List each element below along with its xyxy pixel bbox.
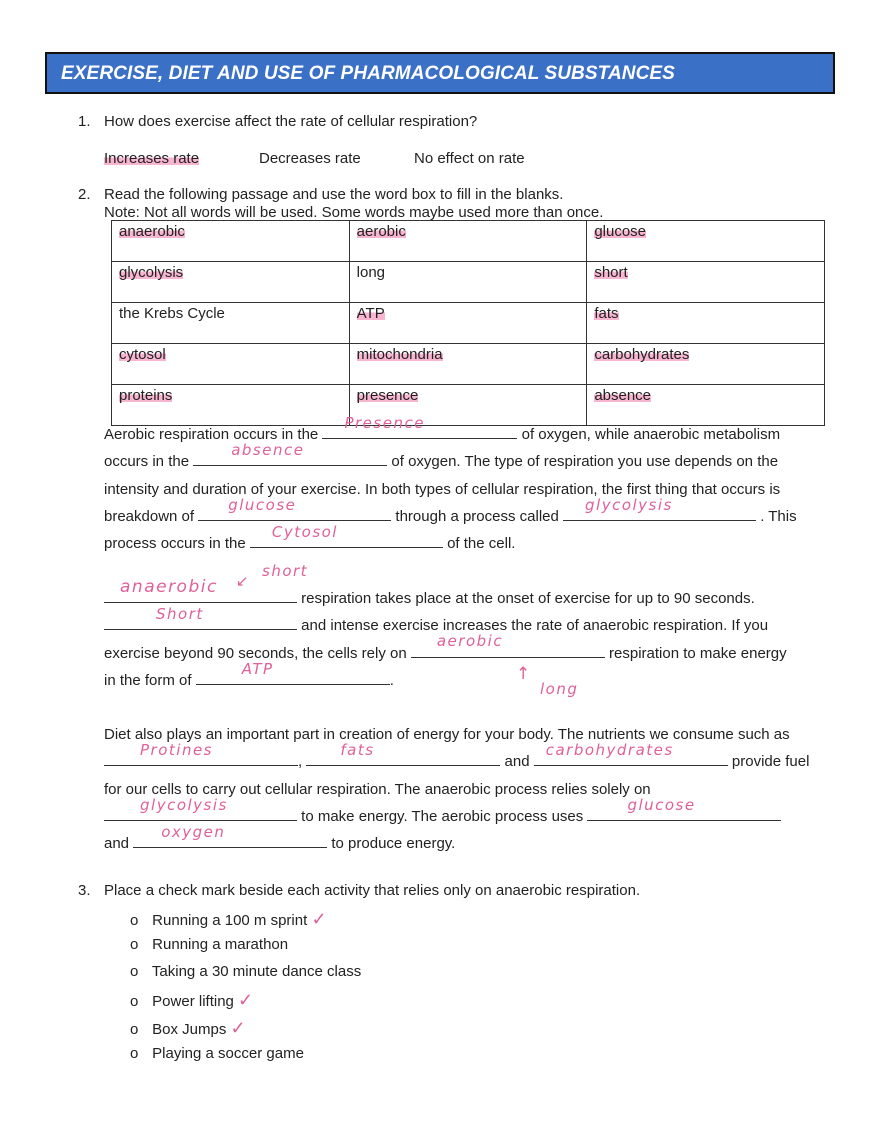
word-cell: presence <box>349 385 587 426</box>
list-item[interactable]: o Playing a soccer game <box>130 1045 304 1062</box>
page-title: EXERCISE, DIET AND USE OF PHARMACOLOGICAL SUBSTANCES <box>61 63 675 84</box>
word-cell: cytosol <box>112 344 350 385</box>
text-line: exercise beyond 90 seconds, the cells rely on aerobic respiration to make energy <box>104 632 787 662</box>
word-cell: absence <box>587 385 825 426</box>
blank[interactable]: aerobic <box>411 642 605 658</box>
q2-instruction: Read the following passage and use the word box to fill in the blanks. <box>104 186 564 203</box>
check-mark-icon: ✓ <box>238 990 254 1010</box>
passage-paragraph-2 <box>104 576 844 694</box>
word-cell: long <box>349 262 587 303</box>
q1-question: How does exercise affect the rate of cellular respiration? <box>104 113 478 130</box>
text-line: in the form of ATP . <box>104 659 394 689</box>
table-row <box>112 344 825 385</box>
word-cell: ATP <box>349 303 587 344</box>
table-row <box>112 221 825 262</box>
q2-number: 2. <box>78 186 91 203</box>
word-box <box>111 220 825 426</box>
word-cell: carbohydrates <box>587 344 825 385</box>
title-banner <box>45 52 835 94</box>
blank[interactable]: anaerobic <box>104 587 297 603</box>
q3-number: 3. <box>78 882 91 899</box>
table-row <box>112 262 825 303</box>
blank[interactable]: glycolysis <box>563 505 756 521</box>
blank[interactable]: glucose <box>587 805 781 821</box>
passage-paragraph-3 <box>104 721 844 857</box>
margin-note-short: short <box>262 562 309 580</box>
margin-note-long: long <box>540 680 579 698</box>
table-row <box>112 303 825 344</box>
check-mark-icon: ✓ <box>311 909 327 929</box>
text-line: intensity and duration of your exercise. In both types of cellular respiration, the first thing that occurs is <box>104 480 781 498</box>
text-line: occurs in the absence of oxygen. The type of respiration you use depends on the <box>104 441 779 471</box>
text-line: process occurs in the Cytosol of the cell. <box>104 522 516 553</box>
bullet-icon: o <box>130 993 139 1010</box>
blank[interactable]: ATP <box>196 669 390 685</box>
bullet-icon: o <box>130 1045 139 1062</box>
blank[interactable]: oxygen <box>133 832 327 848</box>
blank[interactable]: Protines <box>104 750 298 766</box>
blank[interactable]: Presence <box>322 423 517 439</box>
text-line: Aerobic respiration occurs in the Presence of oxygen, while anaerobic metabolism <box>104 413 781 443</box>
bullet-icon: o <box>130 936 139 953</box>
q2-note: Note: Not all words will be used. Some words maybe used more than once. <box>104 204 604 221</box>
text-line: and oxygen to produce energy. <box>104 822 456 853</box>
bullet-icon: o <box>130 912 139 929</box>
text-line: anaerobic respiration takes place at the onset of exercise for up to 90 seconds. <box>104 585 844 612</box>
q1-option-no-effect[interactable]: No effect on rate <box>414 150 525 167</box>
blank[interactable]: Short <box>104 614 297 630</box>
q1-option-decreases[interactable]: Decreases rate <box>259 150 361 167</box>
text-line: Protines , fats and carbohydrates provide fuel <box>104 748 844 775</box>
q3-question: Place a check mark beside each activity that relies only on anaerobic respiration. <box>104 882 641 899</box>
bullet-icon: o <box>130 1021 139 1038</box>
text-line: breakdown of glucose through a process called glycolysis . This <box>104 495 797 525</box>
word-cell: mitochondria <box>349 344 587 385</box>
word-cell: anaerobic <box>112 221 350 262</box>
list-item[interactable]: o Running a 100 m sprint ✓ <box>130 909 327 929</box>
blank[interactable]: glycolysis <box>104 805 297 821</box>
word-cell: proteins <box>112 385 350 426</box>
word-cell: the Krebs Cycle <box>112 303 350 344</box>
text-line: Short and intense exercise increases the rate of anaerobic respiration. If you <box>104 612 844 639</box>
blank[interactable]: carbohydrates <box>534 750 728 766</box>
passage-paragraph-1 <box>104 413 844 557</box>
text-line: glycolysis to make energy. The aerobic process uses glucose <box>104 803 844 830</box>
blank[interactable]: Cytosol <box>250 532 443 548</box>
list-item[interactable]: o Running a marathon <box>130 936 289 953</box>
arrow-icon: ↙ <box>236 572 251 590</box>
blank[interactable]: glucose <box>198 505 391 521</box>
word-cell: aerobic <box>349 221 587 262</box>
list-item[interactable]: o Box Jumps ✓ <box>130 1018 246 1038</box>
text-line: for our cells to carry out cellular respiration. The anaerobic process relies solely on <box>104 780 651 798</box>
text-line: Diet also plays an important part in creation of energy for your body. The nutrients we consume such as <box>104 726 790 743</box>
word-cell: glycolysis <box>112 262 350 303</box>
word-cell: short <box>587 262 825 303</box>
arrow-up-icon: ↑ <box>516 664 532 684</box>
word-cell: fats <box>587 303 825 344</box>
q1-number: 1. <box>78 113 91 130</box>
check-mark-icon: ✓ <box>230 1018 246 1038</box>
table-row <box>112 385 825 426</box>
blank[interactable]: absence <box>193 450 387 466</box>
q1-option-increases[interactable]: Increases rate <box>104 150 200 167</box>
word-cell: glucose <box>587 221 825 262</box>
blank[interactable]: fats <box>306 750 500 766</box>
list-item[interactable]: o Taking a 30 minute dance class <box>130 963 362 980</box>
bullet-icon: o <box>130 963 139 980</box>
list-item[interactable]: o Power lifting ✓ <box>130 990 254 1010</box>
